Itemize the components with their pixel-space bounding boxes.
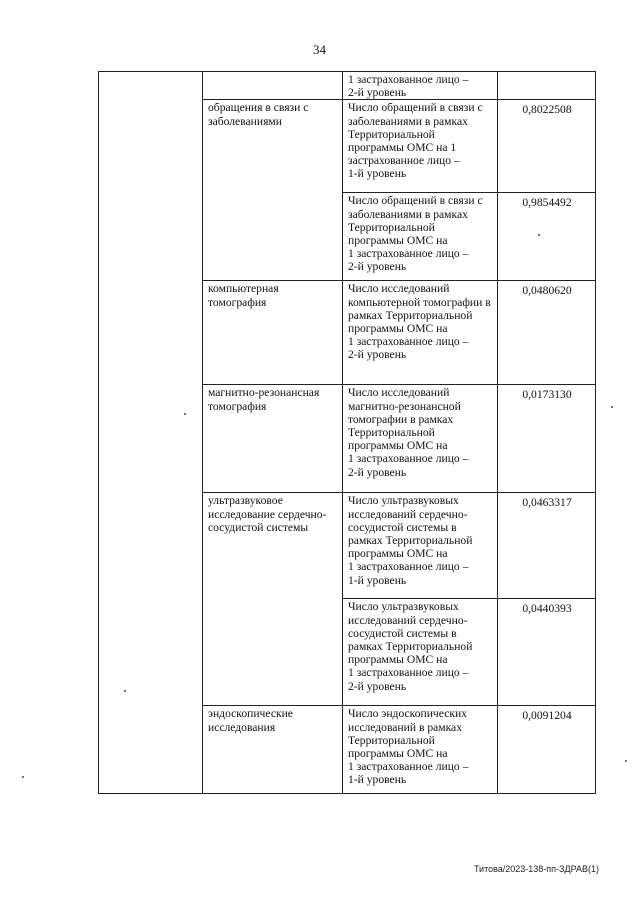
value-cell: 0,0440393 (498, 599, 596, 706)
value-cell: 0,0480620 (498, 281, 596, 385)
description-cell: 1 застрахованное лицо – 2-й уровень (343, 72, 498, 100)
category-cell: обращения в связи с заболеваниями (203, 100, 343, 281)
indicators-table (98, 71, 596, 794)
description-cell: Число эндоскопических исследований в рамках Территориальной программы ОМС на 1 застрахованное лицо – 1-й уровень (343, 706, 498, 794)
description-cell: Число ультразвуковых исследований сердечно-сосудистой системы в рамках Территориальной программы ОМС на 1 застрахованное лицо – 2-й уровень (343, 599, 498, 706)
description-cell: Число ультразвуковых исследований сердечно-сосудистой системы в рамках Территориальной программы ОМС на 1 застрахованное лицо – 1-й уровень (343, 493, 498, 599)
category-cell (203, 72, 343, 100)
value-cell: 0,0091204 (498, 706, 596, 794)
category-cell: магнитно-резонансная томография (203, 385, 343, 493)
description-cell: Число исследований магнитно-резонансной томографии в рамках Территориальной программы ОМС на 1 застрахованное лицо – 2-й уровень (343, 385, 498, 493)
scan-speck (124, 690, 126, 692)
value-cell (498, 72, 596, 100)
value-cell: 0,0463317 (498, 493, 596, 599)
category-cell: эндоскопические исследования (203, 706, 343, 794)
category-cell: ультразвуковое исследование сердечно-сосудистой системы (203, 493, 343, 706)
description-cell: Число обращений в связи с заболеваниями в рамках Территориальной программы ОМС на 1 застрахованное лицо – 1-й уровень (343, 100, 498, 193)
description-cell: Число обращений в связи с заболеваниями в рамках Территориальной программы ОМС на 1 застрахованное лицо – 2-й уровень (343, 193, 498, 281)
description-cell: Число исследований компьютерной томографии в рамках Территориальной программы ОМС на 1 застрахованное лицо – 2-й уровень (343, 281, 498, 385)
scan-speck (611, 406, 613, 408)
scan-speck (22, 776, 24, 778)
scan-speck (625, 760, 627, 762)
document-footer: Титова/2023-138-пп-ЗДРАВ(1) (473, 864, 599, 874)
scan-speck (184, 413, 186, 415)
value-cell: 0,0173130 (498, 385, 596, 493)
scan-speck (538, 234, 540, 236)
category-cell: компьютерная томография (203, 281, 343, 385)
value-cell: 0,8022508 (498, 100, 596, 193)
merged-first-column (99, 72, 203, 794)
page-number: 34 (313, 42, 326, 57)
value-cell: 0,9854492 (498, 193, 596, 281)
table-row (99, 72, 596, 100)
